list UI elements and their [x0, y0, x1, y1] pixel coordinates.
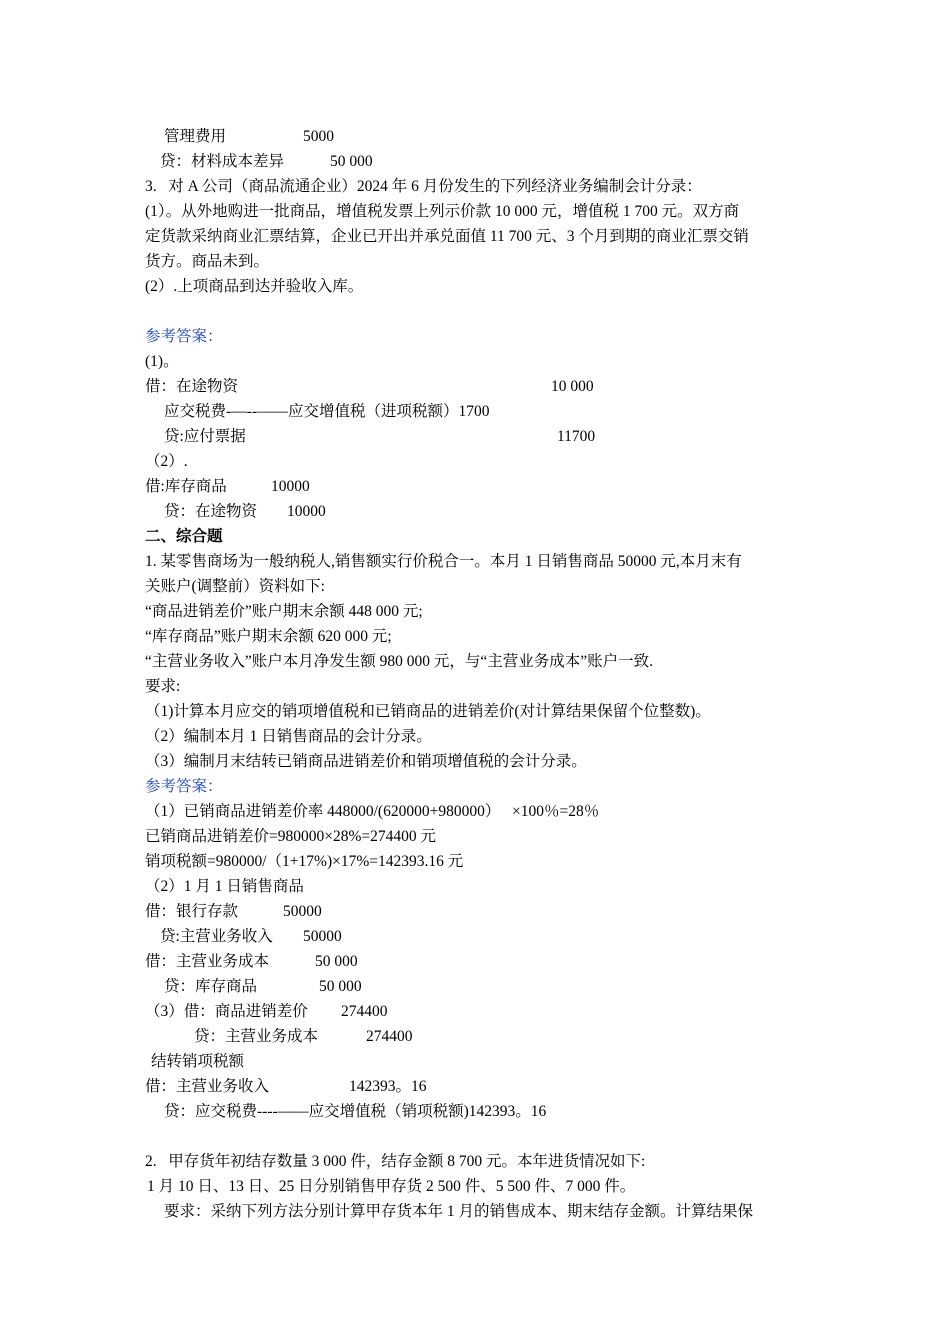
- question-2: 2. 甲存货年初结存数量 3 000 件，结存金额 8 700 元。本年进货情况如下:: [145, 1153, 646, 1170]
- amount: 274400: [366, 1028, 413, 1045]
- text-line: 已销商品进销差价=980000×28%=274400 元: [145, 828, 437, 845]
- text-line: “库存商品”账户期末余额 620 000 元;: [145, 628, 392, 645]
- amount: 10 000: [551, 378, 594, 395]
- text-line: 管理费用: [164, 128, 227, 145]
- text-line: 货方。商品未到。: [145, 253, 270, 270]
- text-line: （1)计算本月应交的销项增值税和已销商品的进销差价(对计算结果保留个位整数)。: [145, 703, 711, 720]
- text-line: 应交税费-—--——应交增值税（进项税额）1700: [164, 403, 490, 420]
- text-line: 1 月 10 日、13 日、25 日分别销售甲存货 2 500 件、5 500 件、7 000 件。: [147, 1178, 636, 1195]
- amount: 5000: [303, 128, 334, 145]
- question-1: 1. 某零售商场为一般纳税人,销售额实行价税合一。本月 1 日销售商品 50000 元,本月末有: [145, 553, 742, 570]
- text-line: （3）编制月末结转已销商品进销差价和销项增值税的会计分录。: [145, 753, 587, 770]
- amount: 50000: [303, 928, 342, 945]
- text-line: （2）编制本月 1 日销售商品的会计分录。: [145, 728, 432, 745]
- text-line: （1）已销商品进销差价率 448000/(620000+980000） ×100％=28％: [145, 803, 600, 820]
- credit-entry: 贷：应交税费----——应交增值税（销项税额)142393。16: [164, 1103, 547, 1120]
- text-line: 关账户(调整前）资料如下:: [145, 578, 325, 595]
- amount: 50 000: [330, 153, 373, 170]
- question-3: 3. 对 A 公司（商品流通企业）2024 年 6 月份发生的下列经济业务编制会计分录：: [145, 178, 702, 195]
- text-line: “主营业务收入”账户本月净发生额 980 000 元，与“主营业务成本”账户一致.: [145, 653, 654, 670]
- text-line: （2）.: [145, 453, 188, 470]
- credit-entry: 贷：在途物资: [164, 503, 258, 520]
- debit-entry: 借:库存商品: [145, 478, 227, 495]
- text-line: (1)。: [145, 353, 179, 370]
- section-heading: 二、综合题: [145, 528, 223, 545]
- credit-entry: 贷：主营业务成本: [194, 1028, 319, 1045]
- debit-entry: 借：主营业务成本: [145, 953, 270, 970]
- text-line: 要求：采纳下列方法分别计算甲存货本年 1 月的销售成本、期末结存金额。计算结果保: [164, 1203, 754, 1220]
- text-line: “商品进销差价”账户期末余额 448 000 元;: [145, 603, 423, 620]
- credit-entry: 贷:主营业务收入: [160, 928, 273, 945]
- amount: 10000: [287, 503, 326, 520]
- debit-entry: 借：在途物资: [145, 378, 239, 395]
- amount: 50000: [283, 903, 322, 920]
- text-line: 结转销项税额: [151, 1053, 245, 1070]
- answer-label: 参考答案：: [145, 778, 223, 795]
- text-line: (2）.上项商品到达并验收入库。: [145, 278, 364, 295]
- debit-entry: 借：银行存款: [145, 903, 239, 920]
- amount: 274400: [341, 1003, 388, 1020]
- text-line: 要求:: [145, 678, 181, 695]
- credit-entry: 贷:应付票据: [164, 428, 246, 445]
- amount: 11700: [557, 428, 596, 445]
- text-line: 定货款采纳商业汇票结算，企业已开出并承兑面值 11 700 元、3 个月到期的商业汇票交销: [145, 228, 749, 245]
- amount: 142393。16: [349, 1078, 427, 1095]
- credit-entry: 贷：库存商品: [164, 978, 258, 995]
- text-line: 销项税额=980000/（1+17%)×17%=142393.16 元: [145, 853, 464, 870]
- amount: 50 000: [315, 953, 358, 970]
- amount: 10000: [271, 478, 310, 495]
- debit-entry: （3）借：商品进销差价: [145, 1003, 308, 1020]
- text-line: (1）。从外地购进一批商品，增值税发票上列示价款 10 000 元，增值税 1 700 元。双方商: [145, 203, 740, 220]
- amount: 50 000: [319, 978, 362, 995]
- text-line: （2）1 月 1 日销售商品: [145, 878, 304, 895]
- text-line: 贷：材料成本差异: [160, 153, 285, 170]
- debit-entry: 借：主营业务收入: [145, 1078, 270, 1095]
- answer-label: 参考答案：: [145, 328, 223, 345]
